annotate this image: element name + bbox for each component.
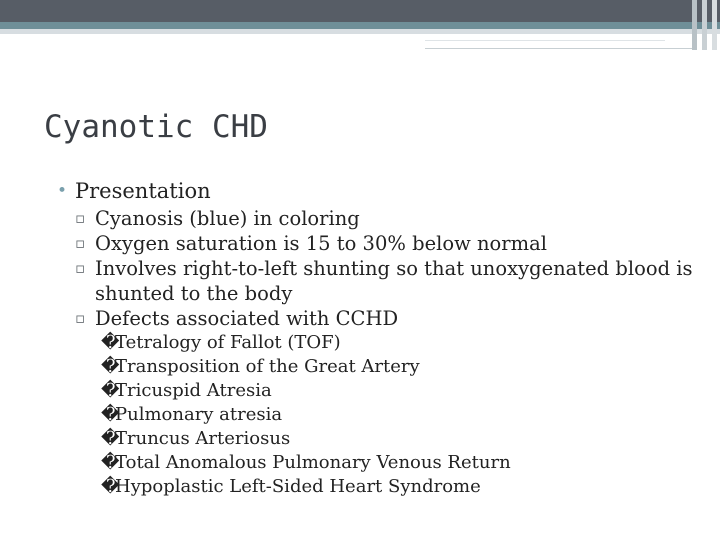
sub-bullet-item — [57, 256, 697, 306]
missing-glyph-icon: � — [101, 356, 120, 377]
defect-text: Hypoplastic Left-Sided Heart Syndrome — [115, 476, 481, 497]
missing-glyph-icon: � — [101, 404, 120, 425]
missing-glyph-icon: � — [101, 428, 120, 449]
missing-glyph-icon: � — [101, 332, 120, 353]
sub-bullet-text: Involves right-to-left shunting so that unoxygenated blood is shunted to the body — [95, 257, 693, 305]
defect-item — [57, 475, 697, 499]
heading-text: Presentation — [75, 179, 211, 203]
bullet-presentation — [57, 176, 697, 206]
missing-glyph-icon: � — [101, 476, 120, 497]
sub-bullet-marker: ▫ — [75, 309, 86, 327]
sub-bullet-text: Defects associated with CCHD — [95, 307, 399, 330]
defect-text: Truncus Arteriosus — [115, 428, 291, 449]
corner-strip — [692, 0, 697, 50]
defect-text: Transposition of the Great Artery — [115, 356, 420, 377]
missing-glyph-icon: � — [101, 380, 120, 401]
defect-item — [57, 451, 697, 475]
slide-body — [57, 176, 697, 499]
defect-text: Tricuspid Atresia — [115, 380, 272, 401]
defect-item — [57, 379, 697, 403]
sub-bullet-text: Oxygen saturation is 15 to 30% below normal — [95, 232, 547, 255]
slide-title: Cyanotic CHD — [44, 109, 268, 145]
sub-bullet-marker: ▫ — [75, 209, 86, 227]
decorative-line — [425, 34, 695, 49]
corner-strip — [712, 0, 717, 50]
header-band — [0, 0, 720, 22]
sub-bullet-marker: ▫ — [75, 259, 86, 277]
defect-item — [57, 427, 697, 451]
bullet-marker: • — [57, 181, 68, 201]
defect-text: Total Anomalous Pulmonary Venous Return — [115, 452, 511, 473]
sub-bullet-item — [57, 231, 697, 256]
defect-text: Pulmonary atresia — [115, 404, 283, 425]
sub-bullet-marker: ▫ — [75, 234, 86, 252]
sub-bullet-item — [57, 306, 697, 331]
corner-strip — [702, 0, 707, 50]
defect-item — [57, 331, 697, 355]
defect-item — [57, 355, 697, 379]
decorative-line-2 — [425, 40, 665, 41]
defect-item — [57, 403, 697, 427]
sub-bullet-text: Cyanosis (blue) in coloring — [95, 207, 360, 230]
sub-bullet-item — [57, 206, 697, 231]
defect-text: Tetralogy of Fallot (TOF) — [115, 332, 341, 353]
missing-glyph-icon: � — [101, 452, 120, 473]
header-accent-band — [0, 22, 720, 29]
